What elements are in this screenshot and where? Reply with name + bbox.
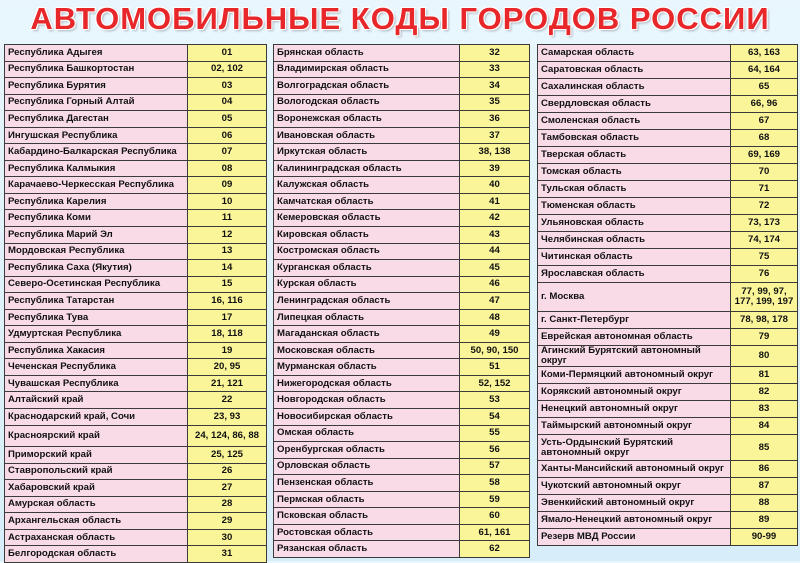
region-name: Липецкая область xyxy=(274,309,460,326)
region-code: 30 xyxy=(188,529,267,546)
region-name: Республика Дагестан xyxy=(5,111,188,128)
region-name: Тульская область xyxy=(538,181,731,198)
table-row xyxy=(5,513,267,530)
region-code: 32 xyxy=(460,45,530,62)
table-row xyxy=(274,491,530,508)
region-code: 38, 138 xyxy=(460,144,530,161)
region-name: Челябинская область xyxy=(538,232,731,249)
region-name: Кемеровская область xyxy=(274,210,460,227)
table-row xyxy=(5,144,267,161)
region-name: Псковская область xyxy=(274,508,460,525)
region-name: Республика Башкортостан xyxy=(5,61,188,78)
table-row xyxy=(538,401,798,418)
table-row xyxy=(538,461,798,478)
region-code: 26 xyxy=(188,463,267,480)
region-code: 39 xyxy=(460,160,530,177)
region-name: Курганская область xyxy=(274,260,460,277)
region-code: 15 xyxy=(188,276,267,293)
table-row xyxy=(538,79,798,96)
table-row xyxy=(5,293,267,310)
region-code: 41 xyxy=(460,193,530,210)
region-code: 45 xyxy=(460,260,530,277)
table-row xyxy=(5,111,267,128)
region-name: Республика Татарстан xyxy=(5,293,188,310)
region-name: Эвенкийский автономный округ xyxy=(538,495,731,512)
region-code: 75 xyxy=(731,249,798,266)
region-name: Чеченская Республика xyxy=(5,359,188,376)
region-name: Алтайский край xyxy=(5,392,188,409)
region-name: Читинская область xyxy=(538,249,731,266)
table-row xyxy=(274,78,530,95)
table-row xyxy=(5,359,267,376)
region-code: 82 xyxy=(731,384,798,401)
region-code: 01 xyxy=(188,45,267,62)
region-name: Московская область xyxy=(274,342,460,359)
region-code: 52, 152 xyxy=(460,375,530,392)
table-row xyxy=(5,160,267,177)
region-code: 05 xyxy=(188,111,267,128)
table-row xyxy=(274,193,530,210)
region-name: Воронежская область xyxy=(274,111,460,128)
region-code: 08 xyxy=(188,160,267,177)
region-code: 24, 124, 86, 88 xyxy=(188,425,267,447)
region-name: Ярославская область xyxy=(538,266,731,283)
region-name: Саратовская область xyxy=(538,62,731,79)
region-code: 40 xyxy=(460,177,530,194)
table-row xyxy=(5,260,267,277)
codes-table-3 xyxy=(537,44,798,546)
region-name: Республика Саха (Якутия) xyxy=(5,260,188,277)
region-code: 22 xyxy=(188,392,267,409)
table-row xyxy=(5,210,267,227)
region-name: Хабаровский край xyxy=(5,480,188,497)
table-row xyxy=(5,375,267,392)
table-row xyxy=(538,96,798,113)
region-name: Курская область xyxy=(274,276,460,293)
region-code: 51 xyxy=(460,359,530,376)
region-code: 09 xyxy=(188,177,267,194)
region-name: г. Санкт-Петербург xyxy=(538,312,731,329)
region-code: 73, 173 xyxy=(731,215,798,232)
region-code: 87 xyxy=(731,478,798,495)
region-code: 28 xyxy=(188,496,267,513)
table-row xyxy=(274,94,530,111)
table-row xyxy=(5,243,267,260)
table-row xyxy=(5,463,267,480)
region-name: Свердловская область xyxy=(538,96,731,113)
table-row xyxy=(538,266,798,283)
region-code: 27 xyxy=(188,480,267,497)
region-name: Ямало-Ненецкий автономный округ xyxy=(538,512,731,529)
region-name: Красноярский край xyxy=(5,425,188,447)
region-name: Магаданская область xyxy=(274,326,460,343)
region-code: 20, 95 xyxy=(188,359,267,376)
region-code: 49 xyxy=(460,326,530,343)
table-row xyxy=(538,495,798,512)
table-row xyxy=(274,127,530,144)
region-code: 72 xyxy=(731,198,798,215)
table-row xyxy=(538,418,798,435)
region-name: Калужская область xyxy=(274,177,460,194)
table-row xyxy=(5,392,267,409)
table-row xyxy=(538,512,798,529)
region-code: 80 xyxy=(731,346,798,367)
table-row xyxy=(274,409,530,426)
region-name: Вологодская область xyxy=(274,94,460,111)
region-code: 37 xyxy=(460,127,530,144)
region-name: г. Москва xyxy=(538,283,731,312)
region-name: Ханты-Мансийский автономный округ xyxy=(538,461,731,478)
region-code: 29 xyxy=(188,513,267,530)
region-name: Тверская область xyxy=(538,147,731,164)
page-title: АВТОМОБИЛЬНЫЕ КОДЫ ГОРОДОВ РОССИИ xyxy=(30,1,770,36)
region-code: 34 xyxy=(460,78,530,95)
region-name: Удмуртская Республика xyxy=(5,326,188,343)
table-row xyxy=(274,326,530,343)
region-name: Амурская область xyxy=(5,496,188,513)
region-name: Брянская область xyxy=(274,45,460,62)
table-row xyxy=(5,326,267,343)
region-name: Резерв МВД России xyxy=(538,529,731,546)
table-row xyxy=(538,529,798,546)
table-row xyxy=(274,210,530,227)
table-row xyxy=(538,130,798,147)
region-code: 69, 169 xyxy=(731,147,798,164)
region-name: Республика Горный Алтай xyxy=(5,94,188,111)
table-row xyxy=(5,61,267,78)
table-row xyxy=(274,541,530,558)
region-name: Калининградская область xyxy=(274,160,460,177)
region-name: Новгородская область xyxy=(274,392,460,409)
region-code: 46 xyxy=(460,276,530,293)
region-name: Сахалинская область xyxy=(538,79,731,96)
table-row xyxy=(538,113,798,130)
region-code: 89 xyxy=(731,512,798,529)
table-row xyxy=(5,496,267,513)
table-row xyxy=(5,177,267,194)
region-name: Агинский Бурятский автономный округ xyxy=(538,346,731,367)
region-code: 13 xyxy=(188,243,267,260)
region-name: Тамбовская область xyxy=(538,130,731,147)
region-code: 54 xyxy=(460,409,530,426)
region-name: Рязанская область xyxy=(274,541,460,558)
region-name: Владимирская область xyxy=(274,61,460,78)
region-name: Ульяновская область xyxy=(538,215,731,232)
table-row xyxy=(274,508,530,525)
table-row xyxy=(274,375,530,392)
region-name: Ивановская область xyxy=(274,127,460,144)
region-code: 10 xyxy=(188,193,267,210)
table-row xyxy=(5,309,267,326)
table-row xyxy=(538,215,798,232)
region-name: Корякский автономный округ xyxy=(538,384,731,401)
table-row xyxy=(274,45,530,62)
region-code: 88 xyxy=(731,495,798,512)
region-code: 25, 125 xyxy=(188,447,267,464)
region-name: Белгородская область xyxy=(5,546,188,563)
region-code: 04 xyxy=(188,94,267,111)
region-code: 70 xyxy=(731,164,798,181)
region-name: Республика Марий Эл xyxy=(5,227,188,244)
table-row xyxy=(274,276,530,293)
region-code: 43 xyxy=(460,227,530,244)
region-name: Ингушская Республика xyxy=(5,127,188,144)
table-row xyxy=(538,62,798,79)
table-row xyxy=(538,329,798,346)
table-row xyxy=(5,342,267,359)
table-row xyxy=(274,160,530,177)
region-code: 86 xyxy=(731,461,798,478)
table-row xyxy=(538,232,798,249)
table-row xyxy=(5,425,267,447)
table-row xyxy=(274,293,530,310)
region-name: Волгоградская область xyxy=(274,78,460,95)
region-name: Ростовская область xyxy=(274,524,460,541)
table-row xyxy=(5,227,267,244)
region-name: Еврейская автономная область xyxy=(538,329,731,346)
region-code: 18, 118 xyxy=(188,326,267,343)
region-name: Республика Калмыкия xyxy=(5,160,188,177)
region-name: Камчатская область xyxy=(274,193,460,210)
table-row xyxy=(5,409,267,426)
table-row xyxy=(538,435,798,461)
region-name: Самарская область xyxy=(538,45,731,62)
region-code: 59 xyxy=(460,491,530,508)
region-name: Омская область xyxy=(274,425,460,442)
region-code: 53 xyxy=(460,392,530,409)
region-name: Карачаево-Черкесская Республика xyxy=(5,177,188,194)
table-row xyxy=(274,442,530,459)
region-code: 56 xyxy=(460,442,530,459)
region-code: 19 xyxy=(188,342,267,359)
region-name: Мордовская Республика xyxy=(5,243,188,260)
region-code: 07 xyxy=(188,144,267,161)
table-row xyxy=(274,475,530,492)
region-code: 44 xyxy=(460,243,530,260)
table-row xyxy=(5,447,267,464)
region-code: 79 xyxy=(731,329,798,346)
region-code: 03 xyxy=(188,78,267,95)
table-row xyxy=(538,346,798,367)
region-name: Иркутская область xyxy=(274,144,460,161)
region-code: 78, 98, 178 xyxy=(731,312,798,329)
table-row xyxy=(538,164,798,181)
region-code: 33 xyxy=(460,61,530,78)
region-code: 36 xyxy=(460,111,530,128)
table-row xyxy=(5,94,267,111)
table-row xyxy=(274,342,530,359)
region-name: Нижегородская область xyxy=(274,375,460,392)
table-row xyxy=(274,111,530,128)
region-code: 84 xyxy=(731,418,798,435)
region-code: 11 xyxy=(188,210,267,227)
region-code: 63, 163 xyxy=(731,45,798,62)
region-name: Усть-Ордынский Бурятский автономный округ xyxy=(538,435,731,461)
region-name: Республика Тува xyxy=(5,309,188,326)
region-name: Коми-Пермяцкий автономный округ xyxy=(538,367,731,384)
region-name: Смоленская область xyxy=(538,113,731,130)
region-name: Приморский край xyxy=(5,447,188,464)
region-name: Кабардино-Балкарская Республика xyxy=(5,144,188,161)
region-code: 90-99 xyxy=(731,529,798,546)
table-row xyxy=(538,45,798,62)
region-name: Республика Карелия xyxy=(5,193,188,210)
table-row xyxy=(5,480,267,497)
codes-table-2 xyxy=(273,44,530,558)
region-name: Новосибирская область xyxy=(274,409,460,426)
region-name: Ненецкий автономный округ xyxy=(538,401,731,418)
region-code: 35 xyxy=(460,94,530,111)
region-name: Ленинградская область xyxy=(274,293,460,310)
region-name: Астраханская область xyxy=(5,529,188,546)
table-row xyxy=(538,198,798,215)
region-code: 65 xyxy=(731,79,798,96)
region-name: Северо-Осетинская Республика xyxy=(5,276,188,293)
region-name: Томская область xyxy=(538,164,731,181)
table-row xyxy=(274,309,530,326)
table-row xyxy=(274,260,530,277)
region-name: Краснодарский край, Сочи xyxy=(5,409,188,426)
table-row xyxy=(274,392,530,409)
table-row xyxy=(538,367,798,384)
table-row xyxy=(538,181,798,198)
region-code: 83 xyxy=(731,401,798,418)
region-code: 61, 161 xyxy=(460,524,530,541)
region-code: 60 xyxy=(460,508,530,525)
table-row xyxy=(5,127,267,144)
table-row xyxy=(274,144,530,161)
region-code: 48 xyxy=(460,309,530,326)
region-name: Пензенская область xyxy=(274,475,460,492)
table-row xyxy=(538,147,798,164)
table-row xyxy=(274,458,530,475)
region-code: 58 xyxy=(460,475,530,492)
region-code: 50, 90, 150 xyxy=(460,342,530,359)
region-name: Архангельская область xyxy=(5,513,188,530)
region-code: 12 xyxy=(188,227,267,244)
region-code: 66, 96 xyxy=(731,96,798,113)
table-row xyxy=(538,478,798,495)
region-code: 14 xyxy=(188,260,267,277)
codes-table-1 xyxy=(4,44,267,563)
region-code: 71 xyxy=(731,181,798,198)
table-row xyxy=(274,61,530,78)
region-name: Тюменская область xyxy=(538,198,731,215)
table-row xyxy=(274,177,530,194)
table-row xyxy=(5,45,267,62)
table-row xyxy=(274,524,530,541)
table-row xyxy=(538,384,798,401)
region-name: Пермская область xyxy=(274,491,460,508)
table-row xyxy=(538,283,798,312)
region-code: 77, 99, 97, 177, 199, 197 xyxy=(731,283,798,312)
region-code: 62 xyxy=(460,541,530,558)
region-name: Республика Адыгея xyxy=(5,45,188,62)
table-row xyxy=(5,276,267,293)
region-name: Таймырский автономный округ xyxy=(538,418,731,435)
region-code: 31 xyxy=(188,546,267,563)
region-code: 55 xyxy=(460,425,530,442)
table-row xyxy=(274,425,530,442)
table-row xyxy=(5,193,267,210)
region-code: 02, 102 xyxy=(188,61,267,78)
region-code: 74, 174 xyxy=(731,232,798,249)
region-code: 67 xyxy=(731,113,798,130)
table-row xyxy=(5,78,267,95)
region-name: Республика Бурятия xyxy=(5,78,188,95)
region-code: 17 xyxy=(188,309,267,326)
region-code: 06 xyxy=(188,127,267,144)
region-name: Чувашская Республика xyxy=(5,375,188,392)
region-name: Республика Коми xyxy=(5,210,188,227)
region-code: 64, 164 xyxy=(731,62,798,79)
table-row xyxy=(5,529,267,546)
region-name: Чукотский автономный округ xyxy=(538,478,731,495)
region-code: 21, 121 xyxy=(188,375,267,392)
region-name: Костромская область xyxy=(274,243,460,260)
region-name: Мурманская область xyxy=(274,359,460,376)
table-row xyxy=(274,227,530,244)
region-name: Оренбургская область xyxy=(274,442,460,459)
table-row xyxy=(274,243,530,260)
region-code: 76 xyxy=(731,266,798,283)
region-code: 81 xyxy=(731,367,798,384)
region-name: Ставропольский край xyxy=(5,463,188,480)
region-code: 47 xyxy=(460,293,530,310)
region-code: 68 xyxy=(731,130,798,147)
table-row xyxy=(5,546,267,563)
region-code: 57 xyxy=(460,458,530,475)
region-name: Орловская область xyxy=(274,458,460,475)
table-row xyxy=(274,359,530,376)
region-code: 23, 93 xyxy=(188,409,267,426)
region-code: 42 xyxy=(460,210,530,227)
region-code: 85 xyxy=(731,435,798,461)
table-row xyxy=(538,312,798,329)
table-row xyxy=(538,249,798,266)
region-code: 16, 116 xyxy=(188,293,267,310)
region-name: Кировская область xyxy=(274,227,460,244)
region-name: Республика Хакасия xyxy=(5,342,188,359)
